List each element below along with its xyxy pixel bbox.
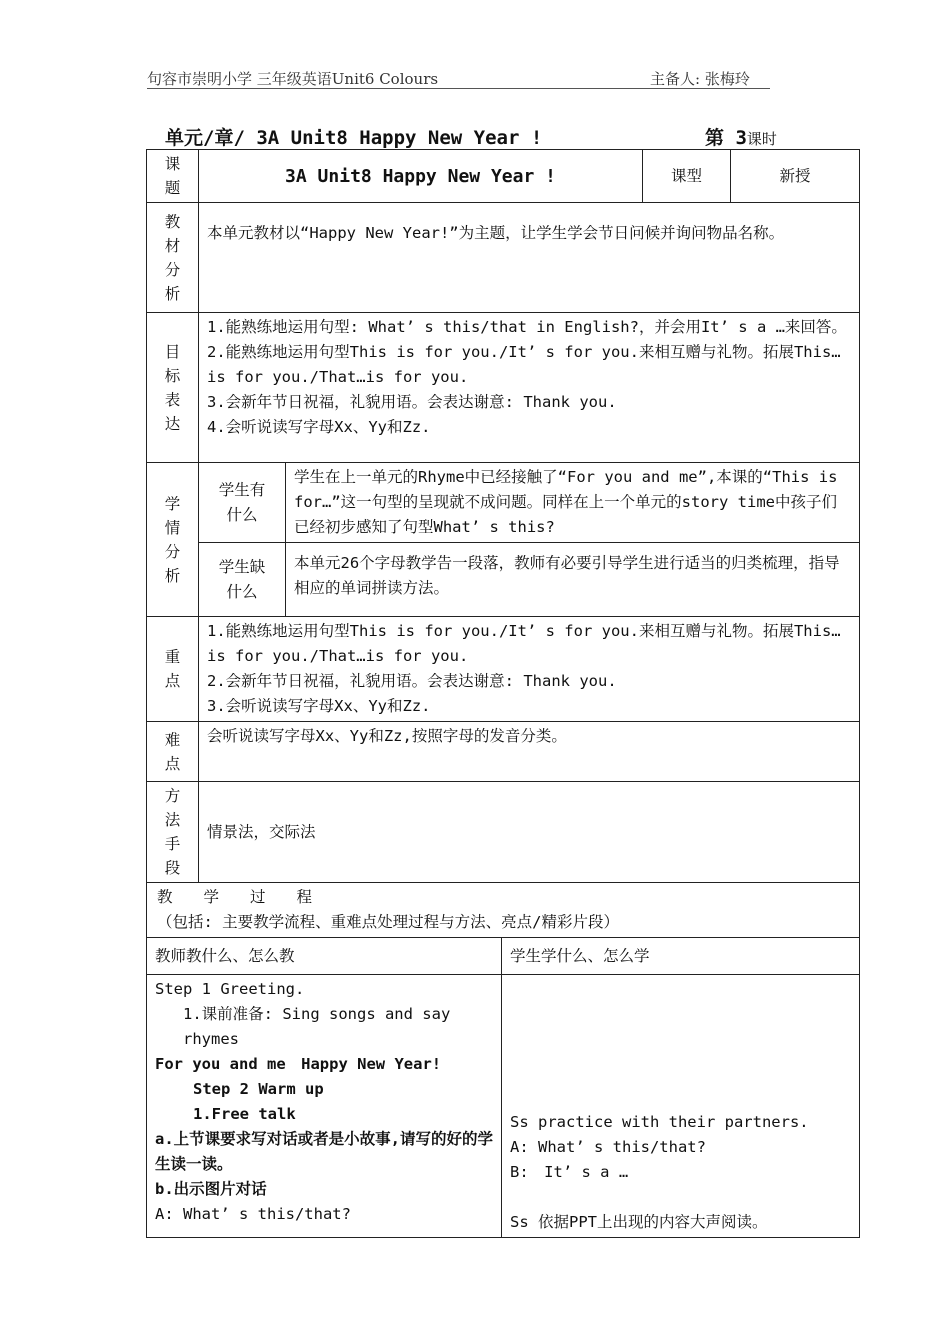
goal-item: 1.能熟练地运用句型: What’ s this/that in English?，并会用It’ s a …来回答。 [207,318,847,336]
analysis-label: 学情分析 [147,463,199,617]
teacher-header: 教师教什么、怎么教 [147,938,502,975]
process-subtitle: （包括: 主要教学流程、重难点处理过程与方法、亮点/精彩片段） [157,913,619,931]
teacher-content [147,975,502,1238]
free-talk-line: 1.Free talk [193,1105,296,1123]
goal-item: 4.会听说读写字母Xx、Yy和Zz. [207,418,431,436]
keypoints-label: 重点 [147,617,199,722]
type-value: 新授 [731,150,860,203]
topic-label: 课题 [147,150,199,203]
process-title-cell [147,883,860,938]
dialog-line: A: What’ s this/that? [155,1205,351,1223]
student-header: 学生学什么、怎么学 [502,938,860,975]
lesson-suffix: 课时 [746,130,777,148]
methods-text: 情景法，交际法 [199,782,860,883]
process-content-row [147,975,860,1238]
analysis-lack-row [147,543,860,617]
difficulty-text: 会听说读写字母Xx、Yy和Zz,按照字母的发音分类。 [199,722,860,782]
goals-row [147,313,860,463]
process-title-row [147,883,860,938]
type-label: 课型 [643,150,731,203]
difficulty-label: 难点 [147,722,199,782]
header-divider [147,88,770,89]
lack-text: 本单元26个字母教学告一段落，教师有必要引导学生进行适当的归类梳理，指导相应的单词拼读方法。 [286,543,860,617]
keypoint-item: 2.会新年节日祝福，礼貌用语。会表达谢意: Thank you. [207,672,617,690]
methods-row [147,782,860,883]
goal-item: 3.会新年节日祝福，礼貌用语。会表达谢意: Thank you. [207,393,617,411]
practice-line: Ss practice with their partners. [510,1113,809,1131]
page-header-right: 主备人: 张梅玲 [650,70,750,88]
process-header-row [147,938,860,975]
prep-line: 1.课前准备: Sing songs and say rhymes [183,1005,451,1048]
lesson-num: 3 [735,127,747,149]
have-label: 学生有什么 [199,463,286,543]
read-line: Ss 依据PPT上出现的内容大声阅读。 [510,1213,768,1231]
lesson-plan-table [146,149,860,1238]
material-label: 教材分析 [147,203,199,313]
step2-line: Step 2 Warm up [193,1080,324,1098]
topic-row [147,150,860,203]
student-b-line: B: It’ s a … [510,1163,629,1181]
material-text: 本单元教材以“Happy New Year!”为主题，让学生学会节日问候并询问物品名称。 [199,203,860,313]
unit-title: 单元/章/ 3A Unit8 Happy New Year ! [165,127,543,149]
student-content [502,975,860,1238]
goal-item: 2.能熟练地运用句型This is for you./It’ s for you.来相互赠与礼物。拓展This…is for you./That…is for you. [207,343,841,386]
difficulty-row [147,722,860,782]
lesson-prefix: 第 [705,127,725,149]
process-title: 教 学 过 程 [157,888,313,906]
student-a-line: A: What’ s this/that? [510,1138,706,1156]
page-header-left: 句容市崇明小学 三年级英语Unit6 Colours [147,70,439,88]
activity-b-line: b.出示图片对话 [155,1180,267,1198]
goals-list [199,313,860,463]
goals-label: 目标表达 [147,313,199,463]
topic-value: 3A Unit8 Happy New Year ! [199,150,643,203]
have-text: 学生在上一单元的Rhyme中已经接触了“For you and me”,本课的“This is for…”这一句型的呈现就不成问题。同样在上一个单元的story time中孩子们已经初步感知了句型What’ s this? [286,463,860,543]
keypoints-row [147,617,860,722]
analysis-have-row [147,463,860,543]
keypoints-list [199,617,860,722]
keypoint-item: 3.会听说读写字母Xx、Yy和Zz. [207,697,431,715]
song-line: For you and me Happy New Year! [155,1055,442,1073]
step1-line: Step 1 Greeting. [155,980,305,998]
lesson-number [705,123,777,150]
lack-label: 学生缺什么 [199,543,286,617]
material-row [147,203,860,313]
methods-label: 方法手段 [147,782,199,883]
keypoint-item: 1.能熟练地运用句型This is for you./It’ s for you.来相互赠与礼物。拓展This…is for you./That…is for you. [207,622,841,665]
activity-a-line: a.上节课要求写对话或者是小故事,请写的好的学生读一读。 [155,1130,493,1173]
